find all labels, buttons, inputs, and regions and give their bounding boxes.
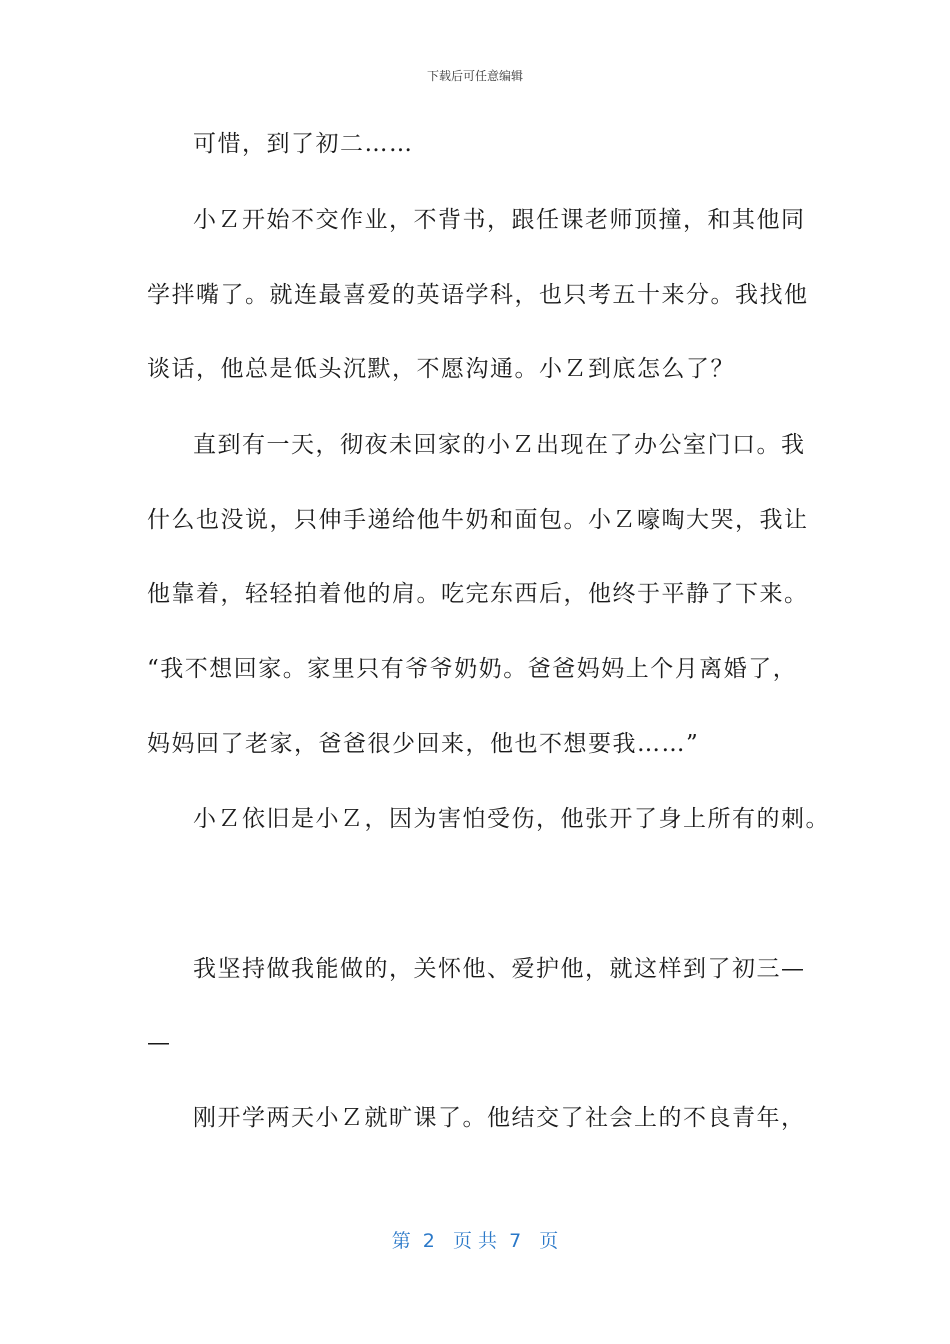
paragraph-line: 他靠着，轻轻拍着他的肩。吃完东西后，他终于平静了下来。: [147, 581, 809, 607]
paragraph-line: 直到有一天，彻夜未回家的小Ｚ出现在了办公室门口。我: [193, 432, 806, 458]
paragraph-line: 学拌嘴了。就连最喜爱的英语学科，也只考五十来分。我找他: [147, 282, 809, 308]
paragraph-line: “我不想回家。家里只有爷爷奶奶。爸爸妈妈上个月离婚了，: [147, 656, 798, 682]
paragraph-line: 小Ｚ开始不交作业，不背书，跟任课老师顶撞，和其他同: [193, 207, 806, 233]
paragraph-line: 我坚持做我能做的，关怀他、爱护他，就这样到了初三—: [193, 956, 806, 982]
page-number-footer: 第 2 页 共 7 页: [391, 1230, 559, 1252]
paragraph-line: 小Ｚ依旧是小Ｚ，因为害怕受伤，他张开了身上所有的刺。: [193, 806, 830, 832]
paragraph-line: 谈话，他总是低头沉默，不愿沟通。小Ｚ到底怎么了？: [147, 356, 735, 382]
paragraph-line: —: [147, 1030, 172, 1056]
paragraph-line: 妈妈回了老家，爸爸很少回来，他也不想要我……”: [147, 731, 700, 757]
paragraph-line: 可惜，到了初二……: [193, 131, 414, 157]
page-header: 下载后可任意编辑: [426, 69, 523, 83]
paragraph-line: 什么也没说，只伸手递给他牛奶和面包。小Ｚ嚎啕大哭，我让: [147, 507, 809, 533]
paragraph-line: 刚开学两天小Ｚ就旷课了。他结交了社会上的不良青年，: [193, 1105, 806, 1131]
